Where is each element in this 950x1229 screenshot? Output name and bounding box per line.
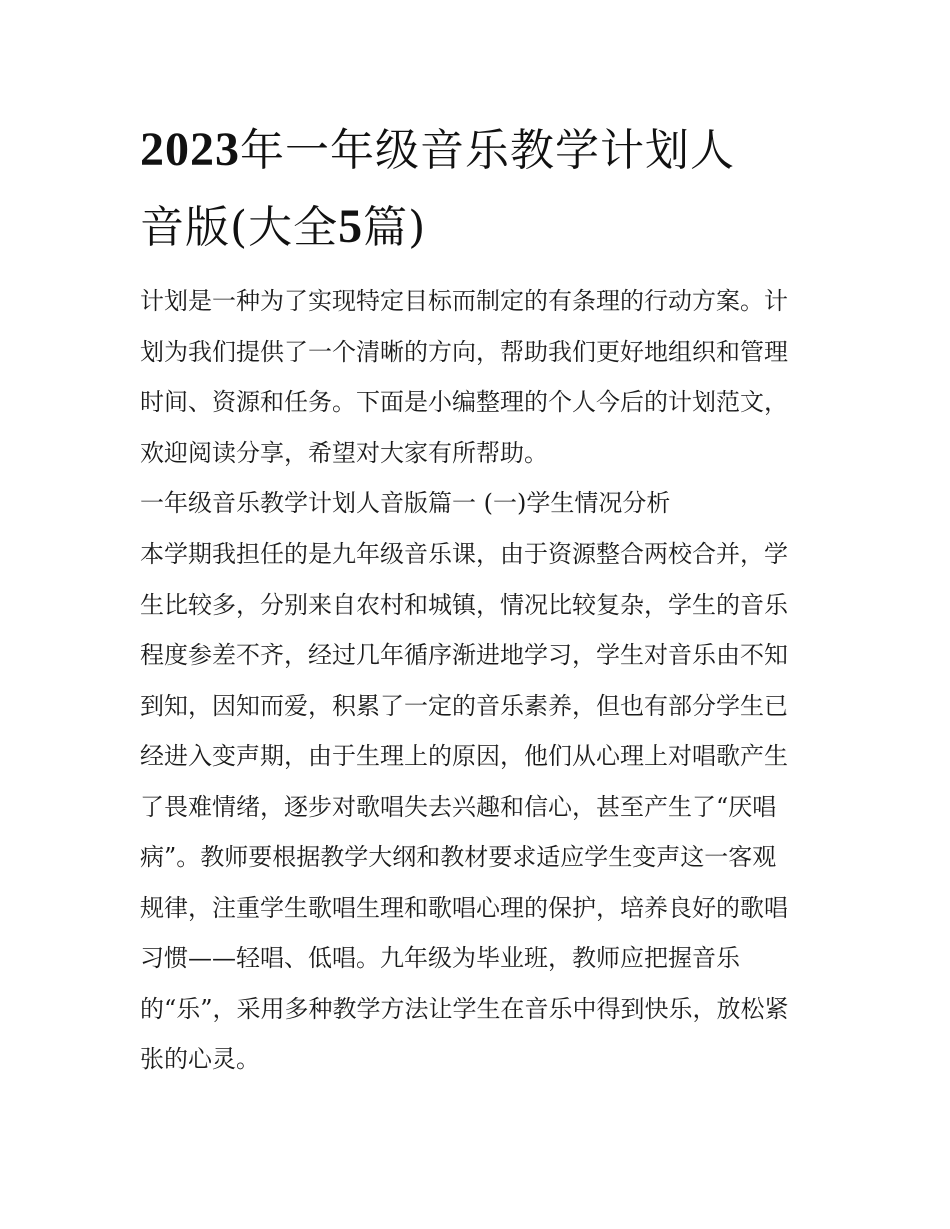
section-heading: 一年级音乐教学计划人音版篇一 (一)学生情况分析 (140, 489, 671, 517)
intro-line: 计划是一种为了实现特定目标而制定的有条理的行动方案。计 (140, 287, 788, 315)
intro-paragraph (140, 276, 820, 478)
paragraph-line: 到知，因知而爱，积累了一定的音乐素养，但也有部分学生已 (140, 691, 788, 720)
paragraph-line: 本学期我担任的是九年级音乐课，由于资源整合两校合并，学 (140, 540, 788, 568)
paragraph-line: 病”。教师要根据教学大纲和教材要求适应学生变声这一客观 (140, 843, 777, 871)
paragraph-line: 程度参差不齐，经过几年循序渐进地学习，学生对音乐由不知 (140, 641, 788, 669)
document-title (140, 112, 820, 266)
intro-line: 划为我们提供了一个清晰的方向，帮助我们更好地组织和管理 (140, 337, 788, 366)
student-analysis-paragraph (140, 529, 820, 1085)
paragraph-line: 规律，注重学生歌唱生理和歌唱心理的保护，培养良好的歌唱 (140, 893, 788, 922)
title-count: 5 (338, 200, 364, 253)
intro-line: 欢迎阅读分享，希望对大家有所帮助。 (140, 438, 548, 467)
section-heading-block (140, 478, 820, 529)
paragraph-line: 生比较多，分别来自农村和城镇，情况比较复杂，学生的音乐 (140, 590, 788, 619)
paragraph-line: 的“乐”，采用多种教学方法让学生在音乐中得到快乐，放松紧 (140, 994, 789, 1023)
paragraph-line: 习惯——轻唱、低唱。九年级为毕业班，教师应把握音乐 (140, 944, 740, 972)
paragraph-line: 了畏难情绪，逐步对歌唱失去兴趣和信心，甚至产生了“厌唱 (140, 792, 777, 821)
paragraph-line: 张的心灵。 (140, 1045, 260, 1073)
paragraph-line: 经进入变声期，由于生理上的原因，他们从心理上对唱歌产生 (140, 742, 788, 770)
title-line-1-text: 年一年级音乐教学计划人 (240, 125, 735, 176)
title-line-1 (140, 112, 820, 189)
title-line-2 (140, 189, 820, 266)
title-line-2-text-b: 篇) (363, 202, 427, 253)
intro-line: 时间、资源和任务。下面是小编整理的个人今后的计划范文， (140, 388, 788, 416)
title-year: 2023 (140, 123, 240, 176)
title-line-2-text-a: 音版(大全 (140, 202, 339, 253)
